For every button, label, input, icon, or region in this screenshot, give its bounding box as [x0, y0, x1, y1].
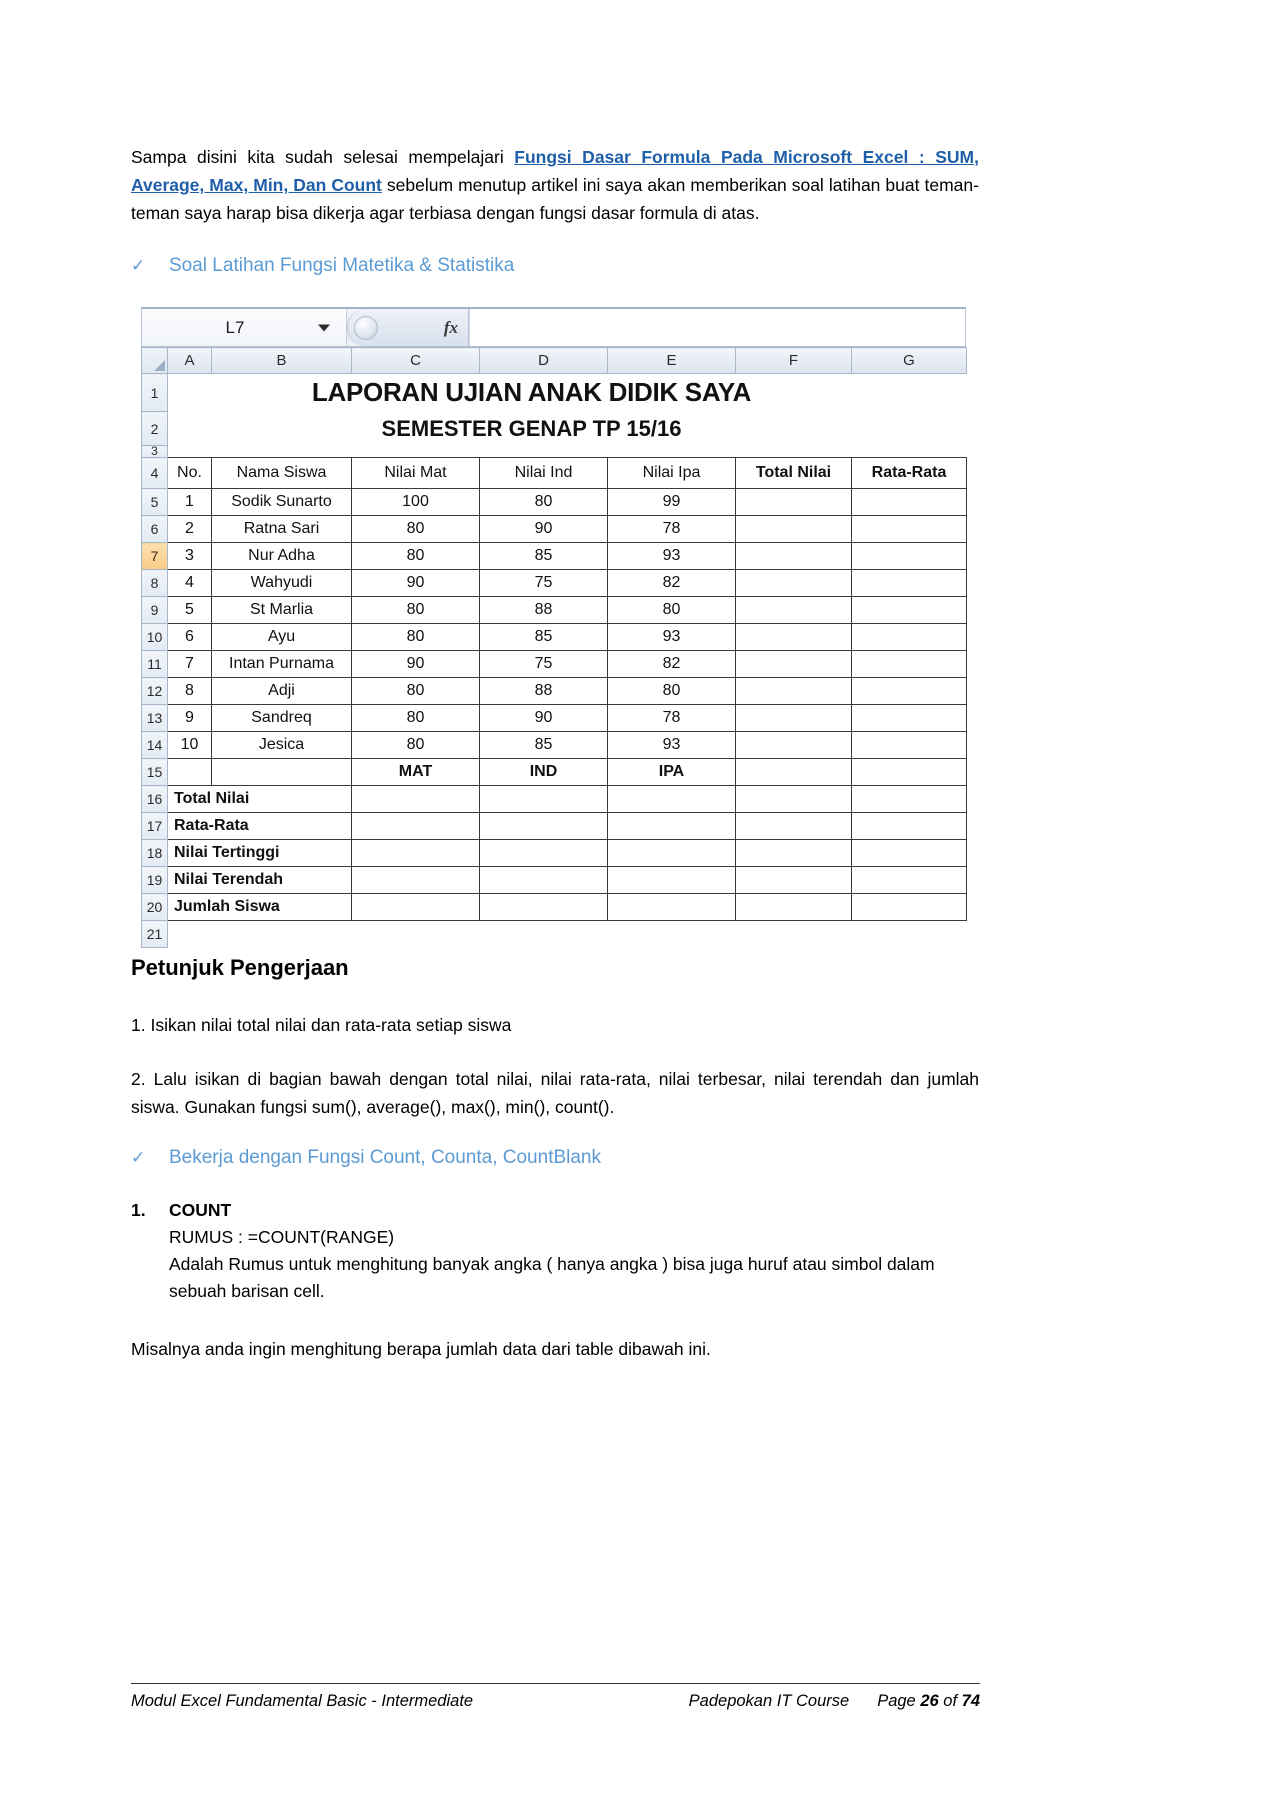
cell-ind-9[interactable]: 90 [480, 705, 608, 732]
heading-bekerja-count-label: Bekerja dengan Fungsi Count, Counta, CountBlank [169, 1147, 601, 1168]
cell-f17[interactable] [736, 813, 852, 840]
page-title: Petunjuk Pengerjaan [131, 955, 349, 980]
cell-c17[interactable] [352, 813, 480, 840]
checkmark-icon: ✓ [131, 1148, 146, 1167]
cell-mat-2[interactable]: 80 [352, 516, 480, 543]
cell-nama-8[interactable]: Adji [212, 678, 352, 705]
cell-no-7[interactable]: 7 [168, 651, 212, 678]
cell-mat-10[interactable]: 80 [352, 732, 480, 759]
cell-c20[interactable] [352, 894, 480, 921]
cell-ipa-8[interactable]: 80 [608, 678, 736, 705]
cell-d16[interactable] [480, 786, 608, 813]
row-header-15[interactable]: 15 [142, 759, 168, 786]
cell-a2[interactable] [168, 412, 212, 446]
cell-header-nilai-ind[interactable]: Nilai Ind [480, 458, 608, 489]
row-header-4[interactable]: 4 [142, 458, 168, 489]
footer-page-label: Page [877, 1692, 916, 1710]
row-header-2[interactable]: 2 [142, 412, 168, 446]
instruction-2 [131, 1065, 979, 1121]
cell-g17[interactable] [852, 813, 967, 840]
cell-rata-10[interactable] [852, 732, 967, 759]
cell-g15[interactable] [852, 759, 967, 786]
summary-row [142, 867, 967, 894]
cell-no-5[interactable]: 5 [168, 597, 212, 624]
cell-rata-9[interactable] [852, 705, 967, 732]
cell-e18[interactable] [608, 840, 736, 867]
cell-label-nilai-terendah[interactable]: Nilai Terendah [168, 867, 352, 894]
cell-nama-9[interactable]: Sandreq [212, 705, 352, 732]
excel-grid [141, 347, 967, 948]
cell-total-4[interactable] [736, 570, 852, 597]
cell-label-rata-rata[interactable]: Rata-Rata [168, 813, 352, 840]
cell-rata-7[interactable] [852, 651, 967, 678]
cell-nama-4[interactable]: Wahyudi [212, 570, 352, 597]
cell-mat-8[interactable]: 80 [352, 678, 480, 705]
count-item-desc: Adalah Rumus untuk menghitung banyak angka ( hanya angka ) bisa juga huruf atau simbol dalam sebuah barisan cell. [169, 1254, 935, 1301]
footer-page-number: 26 [920, 1692, 939, 1710]
footer-page-total: 74 [961, 1692, 980, 1710]
cell-mat-9[interactable]: 80 [352, 705, 480, 732]
checkmark-icon: ✓ [131, 256, 146, 275]
cell-nama-3[interactable]: Nur Adha [212, 543, 352, 570]
closing-paragraph: Misalnya anda ingin menghitung berapa jumlah data dari table dibawah ini. [131, 1339, 711, 1359]
cell-header-rata-rata[interactable]: Rata-Rata [852, 458, 967, 489]
cell-subject-ind[interactable]: IND [480, 759, 608, 786]
cell-d17[interactable] [480, 813, 608, 840]
cell-ind-7[interactable]: 75 [480, 651, 608, 678]
cell-nama-7[interactable]: Intan Purnama [212, 651, 352, 678]
row-header-16[interactable]: 16 [142, 786, 168, 813]
row-header-12[interactable]: 12 [142, 678, 168, 705]
footer-course-name: Padepokan IT Course [688, 1692, 850, 1710]
table-row [142, 705, 967, 732]
row-header-9[interactable]: 9 [142, 597, 168, 624]
cell-ipa-5[interactable]: 80 [608, 597, 736, 624]
chevron-down-icon[interactable] [318, 324, 330, 331]
cell-ipa-3[interactable]: 93 [608, 543, 736, 570]
cell-g2[interactable] [852, 412, 967, 446]
cell-no-9[interactable]: 9 [168, 705, 212, 732]
sheet-row-2 [142, 412, 967, 446]
heading-bekerja-count [131, 1147, 979, 1169]
name-box[interactable] [142, 309, 347, 346]
cell-rata-5[interactable] [852, 597, 967, 624]
column-header-a[interactable]: A [168, 348, 212, 374]
table-row [142, 624, 967, 651]
footer-divider [131, 1683, 980, 1684]
table-row [142, 543, 967, 570]
cell-ipa-10[interactable]: 93 [608, 732, 736, 759]
row-header-21[interactable]: 21 [142, 921, 168, 948]
count-list-item [131, 1197, 979, 1305]
excel-formula-bar [141, 307, 966, 347]
cell-mat-6[interactable]: 80 [352, 624, 480, 651]
sheet-row-1 [142, 374, 967, 412]
cell-header-nilai-mat[interactable]: Nilai Mat [352, 458, 480, 489]
sheet-row-21 [142, 921, 967, 948]
summary-row [142, 813, 967, 840]
cell-mat-1[interactable]: 100 [352, 489, 480, 516]
cell-ind-1[interactable]: 80 [480, 489, 608, 516]
cell-f20[interactable] [736, 894, 852, 921]
cell-f19[interactable] [736, 867, 852, 894]
cell-total-3[interactable] [736, 543, 852, 570]
formula-input[interactable] [469, 309, 965, 346]
cell-g18[interactable] [852, 840, 967, 867]
insert-function-icon[interactable]: fx [443, 317, 458, 337]
cell-c16[interactable] [352, 786, 480, 813]
cell-nama-6[interactable]: Ayu [212, 624, 352, 651]
cell-row21-span[interactable] [168, 921, 967, 948]
cell-ind-8[interactable]: 88 [480, 678, 608, 705]
cell-nama-5[interactable]: St Marlia [212, 597, 352, 624]
cell-header-total-nilai[interactable]: Total Nilai [736, 458, 852, 489]
cell-c19[interactable] [352, 867, 480, 894]
instruction-2-text: Lalu isikan di bagian bawah dengan total nilai, nilai rata-rata, nilai terbesar, nilai terendah dan jumlah siswa. Gunakan fungsi sum(), average(), max(), min(), count(). [131, 1069, 979, 1117]
cell-mat-3[interactable]: 80 [352, 543, 480, 570]
summary-row [142, 840, 967, 867]
cell-total-2[interactable] [736, 516, 852, 543]
column-header-b[interactable]: B [212, 348, 352, 374]
cell-d20[interactable] [480, 894, 608, 921]
cell-title-line1[interactable]: LAPORAN UJIAN ANAK DIDIK SAYA [212, 374, 852, 412]
cell-ind-5[interactable]: 88 [480, 597, 608, 624]
cell-rata-6[interactable] [852, 624, 967, 651]
cell-a1[interactable] [168, 374, 212, 412]
footer-left-text: Modul Excel Fundamental Basic - Intermediate [131, 1692, 474, 1710]
cell-f16[interactable] [736, 786, 852, 813]
row-header-19[interactable]: 19 [142, 867, 168, 894]
cell-mat-7[interactable]: 90 [352, 651, 480, 678]
cell-header-nama-siswa[interactable]: Nama Siswa [212, 458, 352, 489]
cell-subject-ipa[interactable]: IPA [608, 759, 736, 786]
instruction-1 [131, 1011, 979, 1039]
row-header-6[interactable]: 6 [142, 516, 168, 543]
cell-total-9[interactable] [736, 705, 852, 732]
row-header-10[interactable]: 10 [142, 624, 168, 651]
cell-ind-10[interactable]: 85 [480, 732, 608, 759]
row-header-7[interactable]: 7 [142, 543, 168, 570]
cell-f18[interactable] [736, 840, 852, 867]
cell-g19[interactable] [852, 867, 967, 894]
row-header-20[interactable]: 20 [142, 894, 168, 921]
column-header-e[interactable]: E [608, 348, 736, 374]
sheet-row-4 [142, 458, 967, 489]
footer-page-info [877, 1692, 980, 1711]
cell-nama-1[interactable]: Sodik Sunarto [212, 489, 352, 516]
row-header-5[interactable]: 5 [142, 489, 168, 516]
cell-rata-1[interactable] [852, 489, 967, 516]
subject-label-row [142, 759, 967, 786]
cell-total-6[interactable] [736, 624, 852, 651]
count-item-body [169, 1197, 979, 1305]
cell-total-7[interactable] [736, 651, 852, 678]
cell-no-4[interactable]: 4 [168, 570, 212, 597]
cell-rata-3[interactable] [852, 543, 967, 570]
cell-no-2[interactable]: 2 [168, 516, 212, 543]
table-row [142, 570, 967, 597]
formula-bar-controls [347, 309, 469, 346]
cell-f15[interactable] [736, 759, 852, 786]
document-body [131, 143, 979, 277]
cell-no-8[interactable]: 8 [168, 678, 212, 705]
cell-total-5[interactable] [736, 597, 852, 624]
intro-text-before: Sampa disini kita sudah selesai mempelajari [131, 147, 515, 167]
cell-no-6[interactable]: 6 [168, 624, 212, 651]
fungsi-dasar-formula-link[interactable]: Fungsi Dasar Formula Pada Microsoft Excel : SUM, Average, Max, Min, Dan Count [131, 147, 979, 195]
cell-e20[interactable] [608, 894, 736, 921]
row-header-13[interactable]: 13 [142, 705, 168, 732]
row-header-3[interactable]: 3 [142, 446, 168, 458]
cell-label-jumlah-siswa[interactable]: Jumlah Siswa [168, 894, 352, 921]
instruction-2-number: 2. [131, 1069, 146, 1089]
instruction-1-number: 1. [131, 1015, 146, 1035]
cell-ipa-1[interactable]: 99 [608, 489, 736, 516]
cell-g16[interactable] [852, 786, 967, 813]
cell-ind-4[interactable]: 75 [480, 570, 608, 597]
cell-total-8[interactable] [736, 678, 852, 705]
row-header-8[interactable]: 8 [142, 570, 168, 597]
row-header-1[interactable]: 1 [142, 374, 168, 412]
column-header-d[interactable]: D [480, 348, 608, 374]
column-header-g[interactable]: G [852, 348, 967, 374]
cell-ipa-6[interactable]: 93 [608, 624, 736, 651]
document-body-lower [131, 955, 979, 1363]
cell-no-1[interactable]: 1 [168, 489, 212, 516]
cell-rata-2[interactable] [852, 516, 967, 543]
cell-no-10[interactable]: 10 [168, 732, 212, 759]
summary-row [142, 894, 967, 921]
cell-mat-4[interactable]: 90 [352, 570, 480, 597]
cell-b15[interactable] [212, 759, 352, 786]
excel-screenshot [141, 307, 966, 948]
cell-d19[interactable] [480, 867, 608, 894]
cell-e19[interactable] [608, 867, 736, 894]
cell-g1[interactable] [852, 374, 967, 412]
cell-row3-span[interactable] [168, 446, 967, 458]
intro-text-after: sebelum menutup artikel ini saya akan memberikan soal latihan buat teman-teman saya harap bisa dikerja agar terbiasa dengan fungsi dasar formula di atas. [131, 175, 979, 223]
cell-mat-5[interactable]: 80 [352, 597, 480, 624]
cell-rata-4[interactable] [852, 570, 967, 597]
cell-ind-3[interactable]: 85 [480, 543, 608, 570]
cell-total-10[interactable] [736, 732, 852, 759]
cell-nama-2[interactable]: Ratna Sari [212, 516, 352, 543]
cell-label-nilai-tertinggi[interactable]: Nilai Tertinggi [168, 840, 352, 867]
cell-rata-8[interactable] [852, 678, 967, 705]
cell-ipa-2[interactable]: 78 [608, 516, 736, 543]
table-row [142, 489, 967, 516]
footer-right [689, 1692, 980, 1711]
cell-ind-6[interactable]: 85 [480, 624, 608, 651]
cell-total-1[interactable] [736, 489, 852, 516]
cell-label-total-nilai[interactable]: Total Nilai [168, 786, 352, 813]
column-header-c[interactable]: C [352, 348, 480, 374]
name-box-value: L7 [225, 317, 245, 337]
cell-ind-2[interactable]: 90 [480, 516, 608, 543]
cell-header-no[interactable]: No. [168, 458, 212, 489]
cell-header-nilai-ipa[interactable]: Nilai Ipa [608, 458, 736, 489]
cell-e17[interactable] [608, 813, 736, 840]
table-row [142, 732, 967, 759]
sheet-row-3 [142, 446, 967, 458]
count-item-rumus: RUMUS : =COUNT(RANGE) [169, 1227, 395, 1247]
cell-g20[interactable] [852, 894, 967, 921]
row-header-11[interactable]: 11 [142, 651, 168, 678]
count-item-number: 1. [131, 1200, 146, 1220]
row-header-17[interactable]: 17 [142, 813, 168, 840]
cell-ipa-9[interactable]: 78 [608, 705, 736, 732]
row-header-18[interactable]: 18 [142, 840, 168, 867]
cell-ipa-4[interactable]: 82 [608, 570, 736, 597]
table-row [142, 597, 967, 624]
table-row [142, 516, 967, 543]
footer-of-label: of [943, 1692, 958, 1710]
intro-paragraph [131, 143, 979, 227]
cancel-enter-icon[interactable] [354, 316, 378, 340]
cell-nama-10[interactable]: Jesica [212, 732, 352, 759]
count-item-title: COUNT [169, 1200, 232, 1220]
cell-subject-mat[interactable]: MAT [352, 759, 480, 786]
column-header-row [142, 348, 967, 374]
summary-row [142, 786, 967, 813]
select-all-corner[interactable] [142, 348, 168, 374]
instruction-1-text: Isikan nilai total nilai dan rata-rata setiap siswa [150, 1015, 512, 1035]
table-row [142, 678, 967, 705]
cell-e16[interactable] [608, 786, 736, 813]
row-header-14[interactable]: 14 [142, 732, 168, 759]
heading-soal-latihan [131, 255, 979, 277]
cell-ipa-7[interactable]: 82 [608, 651, 736, 678]
cell-d18[interactable] [480, 840, 608, 867]
column-header-f[interactable]: F [736, 348, 852, 374]
page-footer [131, 1692, 980, 1711]
heading-soal-latihan-label: Soal Latihan Fungsi Matetika & Statistika [169, 255, 515, 276]
cell-no-3[interactable]: 3 [168, 543, 212, 570]
cell-title-line2[interactable]: SEMESTER GENAP TP 15/16 [212, 412, 852, 446]
cell-a15[interactable] [168, 759, 212, 786]
table-row [142, 651, 967, 678]
cell-c18[interactable] [352, 840, 480, 867]
